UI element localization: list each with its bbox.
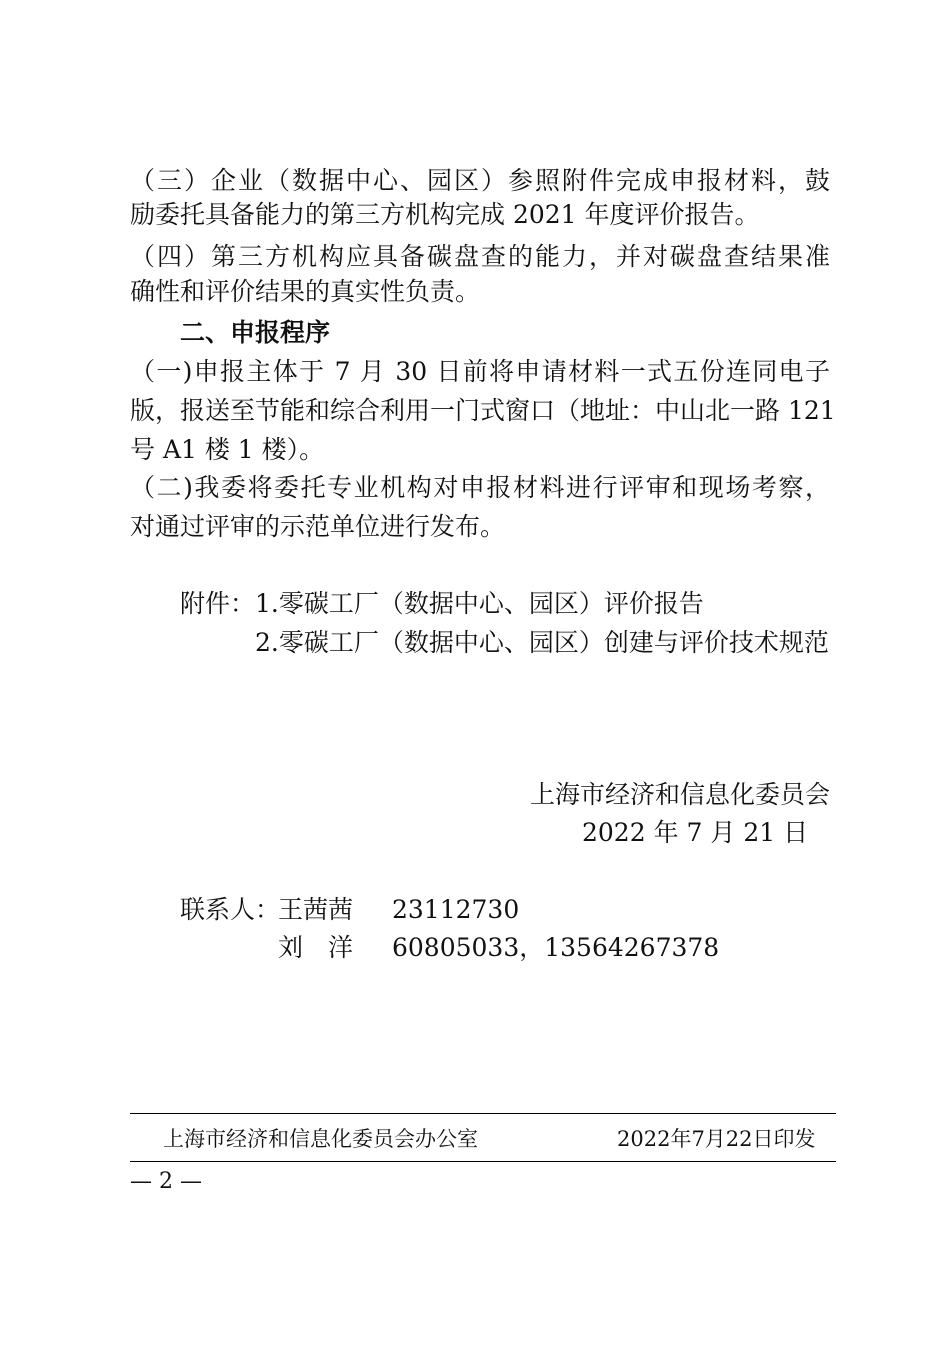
- footer-bottom-rule: [130, 1161, 836, 1162]
- attachment-item: 1.零碳工厂（数据中心、园区）评价报告: [255, 589, 704, 618]
- footer-top-rule: [130, 1113, 836, 1114]
- footer-issue-date: 2022年7月22日印发: [617, 1127, 816, 1151]
- contact-name: 刘 洋: [278, 933, 354, 962]
- item3-line1: （三）企业（数据中心、园区）参照附件完成申报材料，鼓: [130, 166, 830, 195]
- footer-issuer: 上海市经济和信息化委员会办公室: [163, 1127, 478, 1151]
- page-number: — 2 —: [130, 1169, 202, 1194]
- attachment-item: 2.零碳工厂（数据中心、园区）创建与评价技术规范: [255, 628, 829, 657]
- item4-line1: （四）第三方机构应具备碳盘查的能力，并对碳盘查结果准: [130, 242, 830, 271]
- contact-name: 王茜茜: [278, 895, 354, 924]
- proc1-line1: （一)申报主体于 7 月 30 日前将申请材料一式五份连同电子: [130, 357, 830, 386]
- signature-date: 2022 年 7 月 21 日: [582, 818, 809, 847]
- proc1-line2: 版，报送至节能和综合利用一门式窗口（地址：中山北一路 121: [130, 396, 836, 425]
- contact-phone: 23112730: [392, 895, 520, 924]
- section-heading-procedure: 二、申报程序: [180, 318, 331, 347]
- contact-phone: 60805033，13564267378: [392, 933, 720, 962]
- attachments-label: 附件：: [180, 589, 256, 618]
- proc2-line2: 对通过评审的示范单位进行发布。: [130, 512, 506, 541]
- item3-line2: 励委托具备能力的第三方机构完成 2021 年度评价报告。: [130, 200, 760, 229]
- contacts-label: 联系人：: [180, 895, 281, 924]
- proc1-line3: 号 A1 楼 1 楼）。: [130, 435, 325, 464]
- proc2-line1: （二)我委将委托专业机构对申报材料进行评审和现场考察，: [130, 473, 830, 502]
- signature-organization: 上海市经济和信息化委员会: [529, 780, 830, 809]
- item4-line2: 确性和评价结果的真实性负责。: [130, 277, 481, 306]
